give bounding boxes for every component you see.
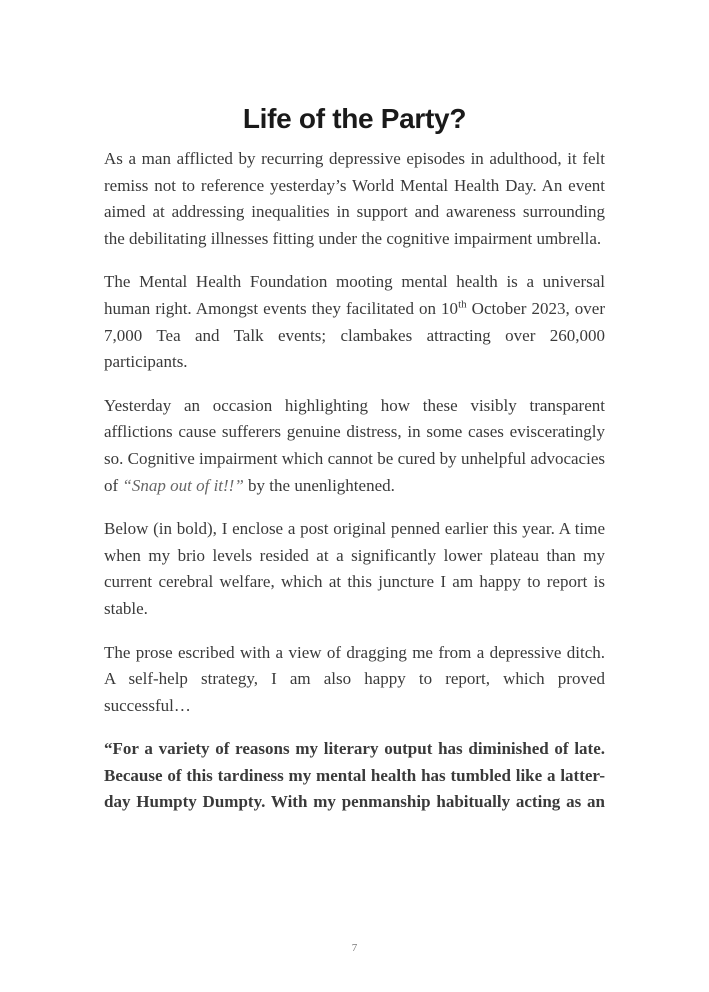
paragraph-3 xyxy=(104,393,605,499)
paragraph-5: The prose escribed with a view of dragging me from a depressive ditch. A self-help strategy, I am also happy to report, which proved successful… xyxy=(104,642,605,715)
bold-quoted-paragraph: “For a variety of reasons my literary output has diminished of late. Because of this tardiness my mental health has tumbled like a latter-day Humpty Dumpty. With my penmanship habitually acting as an xyxy=(104,739,605,812)
paragraph-2 xyxy=(104,269,605,375)
paragraph-4: Below (in bold), I enclose a post original penned earlier this year. A time when my brio levels resided at a significantly lower plateau than my current cerebral welfare, which at this juncture I am happy to report is stable. xyxy=(104,519,605,618)
paragraph-1: As a man afflicted by recurring depressive episodes in adulthood, it felt remiss not to reference yesterday’s World Mental Health Day. An event aimed at addressing inequalities in support and awareness surrounding the debilitating illnesses fitting under the cognitive impairment umbrella. xyxy=(104,149,605,248)
ordinal-suffix: th xyxy=(458,298,467,311)
paragraph-3-text-start: Yesterday an occasion highlighting how these visibly transparent afflictions cause sufferers genuine distress, in some cases evisceratingly so. Cognitive impairment which cannot be cured by unhelpful advocacies of xyxy=(104,395,605,495)
paragraph-3-text-end: by the unenlightened. xyxy=(243,475,395,495)
article-body xyxy=(104,146,605,833)
page-title: Life of the Party? xyxy=(242,102,467,134)
paragraph-2-text-start: The Mental Health Foundation mooting mental health is a universal human right. Amongst events they facilitated on 10 xyxy=(104,272,605,318)
page-number: 7 xyxy=(351,942,358,954)
italic-quote: “Snap out of it!!” xyxy=(122,475,244,495)
paragraph-2-text-end: October 2023, over 7,000 Tea and Talk events; clambakes attracting over 260,000 participants. xyxy=(104,298,605,372)
